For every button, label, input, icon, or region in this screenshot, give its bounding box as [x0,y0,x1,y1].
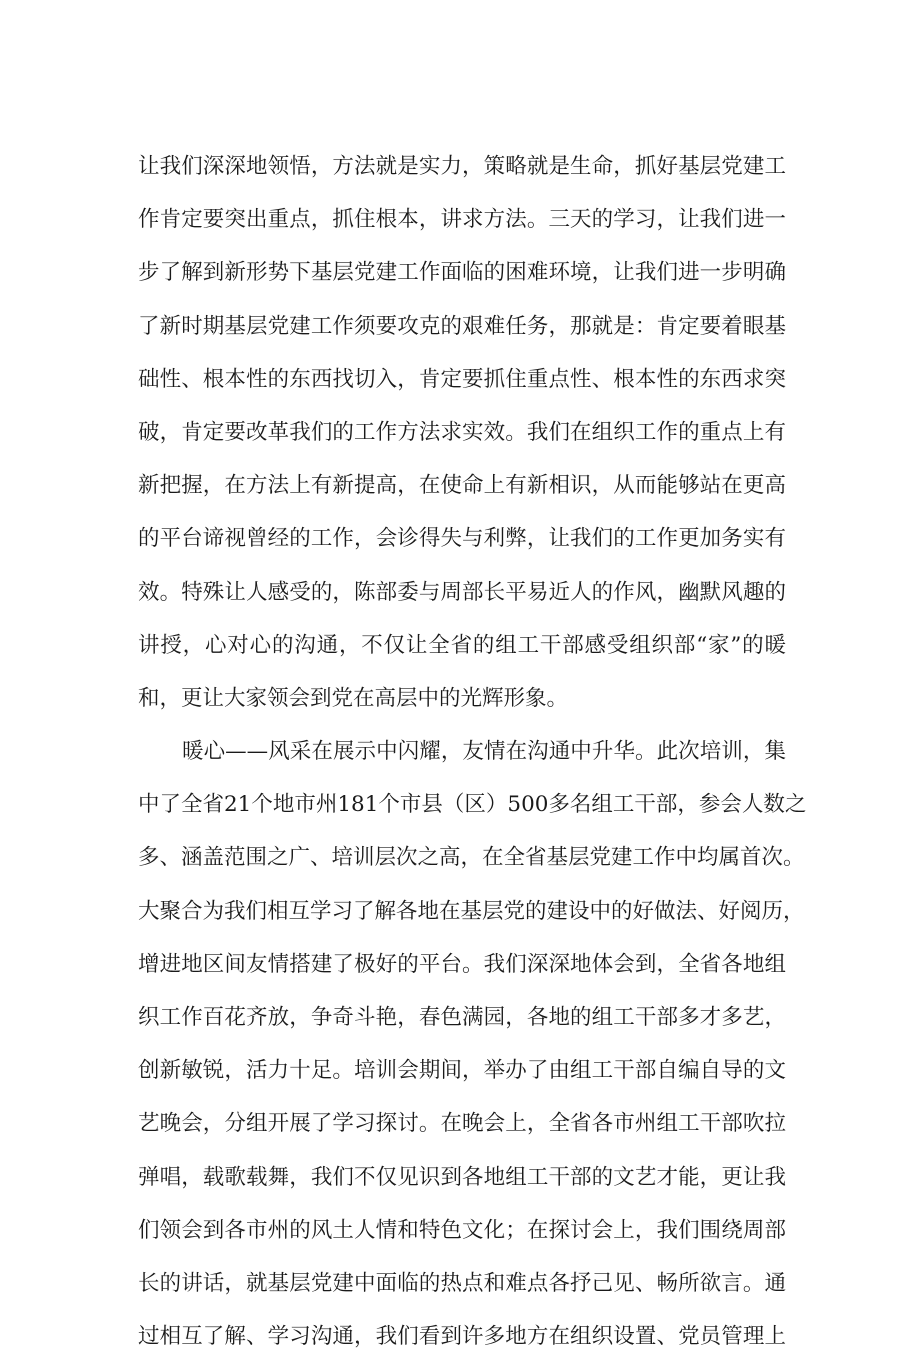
text-line: 过相互了解、学习沟通，我们看到许多地方在组织设置、党员管理上 [138,1324,786,1350]
text-line: 多、涵盖范围之广、培训层次之高，在全省基层党建工作中均属首次。 [138,845,805,871]
text-line: 创新敏锐，活力十足。培训会期间，举办了由组工干部自编自导的文 [138,1058,786,1084]
text-line: 的平台谛视曾经的工作，会诊得失与利弊，让我们的工作更加务实有 [138,526,786,552]
text-line: 新把握，在方法上有新提高，在使命上有新相识，从而能够站在更高 [138,473,786,499]
text-line: 了新时期基层党建工作须要攻克的艰难任务，那就是：肯定要着眼基 [138,313,786,339]
text-line: 础性、根本性的东西找切入，肯定要抓住重点性、根本性的东西求突 [138,366,786,392]
text-line: 让我们深深地领悟，方法就是实力，策略就是生命，抓好基层党建工 [138,154,786,179]
text-line: 弹唱，载歌载舞，我们不仅见识到各地组工干部的文艺才能，更让我 [138,1164,786,1190]
text-line: 织工作百花齐放，争奇斗艳，春色满园，各地的组工干部多才多艺， [138,1005,786,1030]
text-line: 暖心——风采在展示中闪耀，友情在沟通中升华。此次培训，集 [182,739,786,765]
text-line: 作肯定要突出重点，抓住根本，讲求方法。三天的学习，让我们进一 [138,207,786,233]
text-line: 讲授，心对心的沟通，不仅让全省的组工干部感受组织部“家”的暖 [138,632,786,658]
paragraph-2 [138,725,807,1363]
text-line: 们领会到各市州的风土人情和特色文化；在探讨会上，我们围绕周部 [138,1217,786,1243]
text-line: 破，肯定要改革我们的工作方法求实效。我们在组织工作的重点上有 [138,419,786,445]
paragraph-1 [138,140,786,725]
text-line: 中了全省21个地市州181个市县（区）500多名组工干部，参会人数之 [138,792,807,818]
text-line: 大聚合为我们相互学习了解各地在基层党的建设中的好做法、好阅历， [138,898,805,924]
text-line: 艺晚会，分组开展了学习探讨。在晚会上，全省各市州组工干部吹拉 [138,1111,786,1137]
text-line: 长的讲话，就基层党建中面临的热点和难点各抒己见、畅所欲言。通 [138,1270,786,1296]
document-body [138,140,807,1363]
text-line: 和，更让大家领会到党在高层中的光辉形象。 [138,685,569,711]
text-line: 效。特殊让人感受的，陈部委与周部长平易近人的作风，幽默风趣的 [138,579,786,605]
text-line: 步了解到新形势下基层党建工作面临的困难环境，让我们进一步明确 [138,260,786,286]
text-line: 增进地区间友情搭建了极好的平台。我们深深地体会到，全省各地组 [138,951,786,977]
